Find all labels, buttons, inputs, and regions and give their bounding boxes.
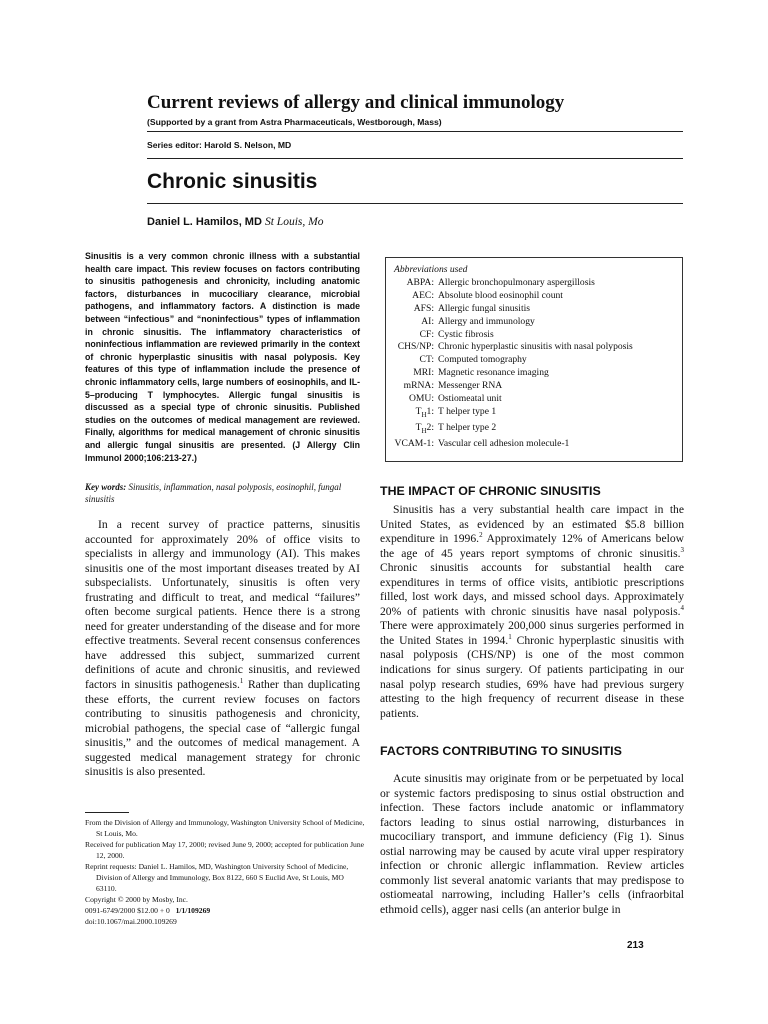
- factors-heading: FACTORS CONTRIBUTING TO SINUSITIS: [380, 744, 622, 758]
- byline: [147, 216, 323, 228]
- footnote-issn-code: 1/1/109269: [175, 906, 211, 915]
- abbreviation-key: OMU:: [408, 393, 434, 405]
- abbreviation-row: [394, 277, 674, 290]
- factors-paragraph: Acute sinusitis may originate from or be perpetuated by local or systemic factors predisposing to sinus ostial obstruction and infection. These factors include anatomic or inflammatory factors leading to sinus ostial narrowing, disturbances in mucociliary transport, and immune deficiency (Fig 1). Sinus ostial narrowing may be caused by acute viral upper respiratory infection or chronic allergic inflammation. Review articles commonly list several anatomic variants that may predispose to ostiomeatal narrowing, including Haller’s cells (infraorbital ethmoid cells), agger nasi cells (an anterior bulge in: [380, 772, 684, 916]
- footnotes: [85, 812, 365, 927]
- abbreviation-meaning: Cystic fibrosis: [438, 328, 494, 340]
- abbreviation-key: AI:: [421, 315, 434, 327]
- impact-ref-1: 2: [479, 531, 483, 540]
- impact-heading: THE IMPACT OF CHRONIC SINUSITIS: [380, 484, 601, 498]
- abbreviation-key: CT:: [419, 354, 434, 366]
- footnote-reprint: Reprint requests: Daniel L. Hamilos, MD, Washington University School of Medicine, Division of Allergy and Immunology, Box 8122, 660 S Euclid Ave, St Louis, MO 63110.: [85, 862, 349, 893]
- impact-section: [380, 503, 684, 721]
- abbreviation-row: [394, 354, 674, 367]
- keywords-text: Sinusitis, inflammation, nasal polyposis, eosinophil, fungal sinusitis: [85, 482, 342, 505]
- footnote-issn-text: 0091-6749/2000 $12.00 + 0: [85, 906, 170, 915]
- abbreviation-key: MRI:: [413, 367, 434, 379]
- impact-text-5: Chronic hyperplastic sinusitis with nasal polyposis (CHS/NP) is one of the most common indications for sinus surgery. Of patients participating in our nasal polyp research studies, 69% have had previous surgery attesting to the high frequency of recurrent disease in these patients.: [380, 633, 684, 720]
- footnote-received: Received for publication May 17, 2000; revised June 9, 2000; accepted for publication June 12, 2000.: [85, 840, 364, 860]
- abbreviation-key: mRNA:: [403, 380, 434, 392]
- intro-text-2: Rather than duplicating these efforts, the current review focuses on factors contributing to sinusitis pathogenesis and chronicity, microbial pathogens, the special case of “allergic fungal sinusitis,” and the outcomes of medical management. A suggested medical management strategy for chronic sinusitis is also presented.: [85, 678, 360, 779]
- abbreviation-meaning: T helper type 1: [438, 405, 497, 417]
- abstract: Sinusitis is a very common chronic illness with a substantial health care impact. This review focuses on factors contributing to sinusitis pathogenesis and chronicity, including anatomic factors, disturbances in mucociliary clearance, microbial pathogens, and inflammatory factors. A distinction is made between “infectious” and “noninfectious” types of inflammation in chronic sinusitis. The inflammatory characteristics of noninfectious inflammation are reviewed primarily in the context of chronic hyperplastic sinusitis with nasal polyposis. Key features of this type of inflammation include the presence of chronic inflammatory cells, large numbers of eosinophils, and IL-5–producing T lymphocytes. Allergic fungal sinusitis is discussed as a special type of chronic sinusitis. Published studies on the outcomes of medical management are reviewed. Finally, algorithms for medical management of chronic sinusitis and allergic fungal sinusitis are presented. (J Allergy Clin Immunol 2000;106:213-27.): [85, 251, 360, 463]
- abbreviation-row: [394, 380, 674, 393]
- abbreviation-row: [394, 367, 674, 380]
- abbreviation-meaning: Allergic fungal sinusitis: [438, 302, 531, 314]
- series-divider: [147, 158, 683, 159]
- abbreviation-key: CF:: [419, 328, 434, 340]
- intro-section: [85, 518, 360, 780]
- abbreviation-key: CHS/NP:: [397, 341, 434, 353]
- footnote-rule: [85, 812, 129, 813]
- impact-text-3: Chronic sinusitis accounts for substantial health care expenditures in terms of office visits, antibiotic prescriptions filled, lost work days, and missed school days. Approximately 20% of patients with chronic sinusitis have nasal polyposis.: [380, 561, 684, 618]
- abbreviation-row: [394, 303, 674, 316]
- grant-note: (Supported by a grant from Astra Pharmaceuticals, Westborough, Mass): [147, 117, 442, 127]
- page-number: 213: [627, 940, 644, 951]
- intro-ref-1: 1: [239, 677, 244, 686]
- keywords-label: Key words:: [85, 482, 127, 492]
- abbreviation-key: $T_H2$:: [415, 421, 434, 435]
- author-name: Daniel L. Hamilos, MD: [147, 216, 262, 228]
- abbreviation-meaning: Allergic bronchopulmonary aspergillosis: [438, 276, 595, 288]
- footnote-doi: doi:10.1067/mai.2000.109269: [85, 917, 177, 926]
- abbreviations-title: Abbreviations used: [394, 264, 468, 275]
- abbreviation-row: [394, 438, 674, 451]
- abbreviation-meaning: Allergy and immunology: [438, 315, 535, 327]
- impact-ref-4: 1: [508, 633, 512, 642]
- abbreviation-row: [394, 406, 674, 422]
- abbreviation-row: [394, 422, 674, 438]
- abbreviations-box: [385, 257, 683, 462]
- abbreviation-meaning: Magnetic resonance imaging: [438, 367, 549, 379]
- abbreviation-meaning: Ostiomeatal unit: [438, 393, 502, 405]
- abbreviation-key: $T_H1$:: [415, 405, 434, 419]
- journal-title: Current reviews of allergy and clinical immunology: [147, 92, 565, 113]
- keywords: [85, 481, 360, 506]
- intro-text-1: In a recent survey of practice patterns, sinusitis accounted for approximately 20% of office visits to specialists in allergy and immunology (AI). This makes sinusitis one of the most important diseases treated by AI subspecialists. Unfortunately, sinusitis is often very frustrating and difficult to treat, and medical “failures” often become surgical patients. Hence there is a strong need for greater understanding of the disease and for more effective treatments. Several recent consensus conferences have addressed this subject, summarized current definitions of acute and chronic sinusitis, and reviewed factors in sinusitis pathogenesis.: [85, 518, 360, 692]
- abbreviation-key: AFS:: [413, 302, 434, 314]
- abbreviation-meaning: Computed tomography: [438, 354, 527, 366]
- series-editor: Series editor: Harold S. Nelson, MD: [147, 140, 292, 150]
- abbreviation-row: [394, 329, 674, 342]
- author-location: St Louis, Mo: [264, 216, 324, 228]
- abbreviation-row: [394, 316, 674, 329]
- abbreviation-meaning: T helper type 2: [438, 421, 497, 433]
- abbreviations-list: [394, 277, 674, 451]
- abbreviation-meaning: Chronic hyperplastic sinusitis with nasal polyposis: [438, 341, 633, 353]
- impact-text-2: Approximately 12% of Americans below the age of 45 years report symptoms of chronic sinusitis.: [380, 532, 684, 560]
- abbreviation-meaning: Vascular cell adhesion molecule-1: [438, 437, 570, 449]
- abbreviation-key: ABPA:: [406, 276, 434, 288]
- header-divider: [147, 131, 683, 132]
- footnote-issn: [85, 905, 365, 916]
- title-divider: [147, 203, 683, 204]
- impact-text-4: There were approximately 200,000 sinus surgeries performed in the United States in 1994.: [380, 619, 684, 647]
- abbreviation-meaning: Absolute blood eosinophil count: [438, 289, 563, 301]
- impact-ref-2: 3: [680, 545, 684, 554]
- factors-section: [380, 772, 684, 917]
- intro-paragraph: [85, 518, 360, 780]
- footnote-affiliation: From the Division of Allergy and Immunology, Washington University School of Medicine, St Louis, Mo.: [85, 818, 365, 838]
- impact-paragraph: [380, 503, 684, 721]
- footnote-copyright: Copyright © 2000 by Mosby, Inc.: [85, 895, 188, 904]
- abbreviation-row: [394, 290, 674, 303]
- abbreviation-meaning: Messenger RNA: [438, 380, 503, 392]
- abbreviation-key: AEC:: [412, 289, 434, 301]
- article-title: Chronic sinusitis: [147, 170, 318, 193]
- abbreviation-key: VCAM-1:: [394, 437, 434, 449]
- impact-ref-3: 4: [680, 603, 684, 612]
- impact-text-1: Sinusitis has a very substantial health care impact in the United States, as evidenced by an estimated $5.8 billion expenditure in 1996.: [380, 503, 684, 546]
- abbreviation-row: [394, 393, 674, 406]
- abbreviation-row: [394, 341, 674, 354]
